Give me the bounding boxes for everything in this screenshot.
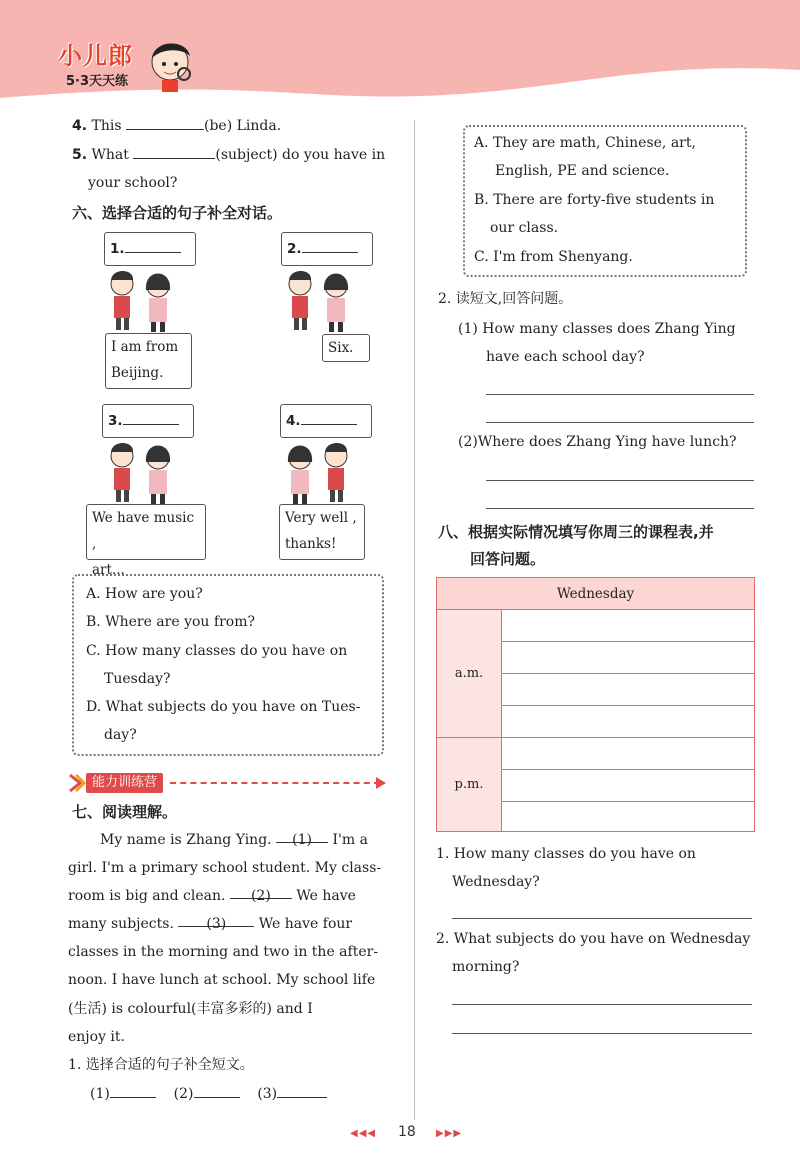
passage-blank[interactable]: (1) (276, 826, 328, 843)
passage-line: many subjects. (3) We have four (68, 910, 352, 938)
answer-line[interactable] (486, 480, 754, 481)
option-a: A. They are math, Chinese, art, (474, 135, 696, 151)
series-name: 5·3天天练 (66, 74, 129, 89)
kids-icon (289, 271, 348, 332)
passage-line: (生活) is colourful(丰富多彩的) and I (68, 1001, 313, 1017)
table-cell[interactable] (502, 610, 755, 642)
passage-line: noon. I have lunch at school. My school life (68, 972, 376, 988)
option-b: B. Where are you from? (86, 614, 255, 630)
answer-blank[interactable] (110, 1081, 156, 1098)
answer-blank[interactable] (123, 412, 179, 425)
section-8-title-cont: 回答问题。 (470, 550, 546, 568)
answer-line[interactable] (452, 1004, 752, 1005)
panel-2-question-bubble: 2. (281, 232, 373, 266)
section-7-title: 七、阅读理解。 (72, 803, 178, 821)
fill-row: (1) (2) (3) (90, 1080, 327, 1108)
question-4: 4. This (be) Linda. (72, 112, 281, 140)
passage-blank[interactable]: (3) (178, 910, 254, 927)
passage-line: girl. I'm a primary school student. My class- (68, 860, 382, 876)
option-d: D. What subjects do you have on Tues- (86, 699, 361, 715)
answer-line[interactable] (486, 508, 754, 509)
mascot-icon (146, 34, 196, 94)
option-c: C. How many classes do you have on (86, 643, 348, 659)
next-arrows-icon: ▶▶▶ (436, 1128, 463, 1139)
answer-blank[interactable] (302, 240, 358, 253)
banner-label: 能力训练营 (86, 773, 163, 793)
section-8-title: 八、根据实际情况填写你周三的课程表,并 (438, 523, 714, 541)
table-cell[interactable] (502, 642, 755, 674)
prev-arrows-icon: ◀◀◀ (350, 1128, 377, 1139)
right-question-1: 1. How many classes do you have on (436, 846, 696, 862)
table-header: Wednesday (437, 578, 755, 610)
answer-line[interactable] (452, 918, 752, 919)
panel-2-reply: Six. (322, 334, 370, 362)
table-cell[interactable] (502, 738, 755, 770)
answer-blank[interactable] (125, 240, 181, 253)
right-question-2-cont: morning? (452, 959, 520, 975)
pm-label: p.m. (437, 738, 502, 832)
table-cell[interactable] (502, 674, 755, 706)
answer-blank[interactable] (301, 412, 357, 425)
option-b: B. There are forty-five students in (474, 192, 715, 208)
kids-icon (111, 271, 170, 332)
passage-line: My name is Zhang Ying. (1) I'm a (100, 826, 368, 854)
question-5: 5. What (subject) do you have in (72, 141, 385, 169)
panel-1-question-bubble: 1. (104, 232, 196, 266)
question-5-cont: your school? (88, 175, 178, 191)
panel-3-reply: We have music , art... (86, 504, 206, 560)
arrow-icon (68, 773, 86, 793)
table-cell[interactable] (502, 706, 755, 738)
answer-blank[interactable] (126, 113, 204, 130)
option-a: A. How are you? (86, 586, 203, 602)
column-divider (414, 120, 415, 1120)
panel-1-reply: I am from Beijing. (105, 333, 192, 389)
answer-line[interactable] (486, 422, 754, 423)
logo: 小儿郎 (58, 42, 133, 70)
sub-question-2: 2. 读短文,回答问题。 (438, 291, 573, 307)
option-d-cont: day? (104, 727, 137, 743)
panel-4-reply: Very well , thanks! (279, 504, 365, 560)
question-1-cont: have each school day? (486, 349, 645, 365)
answer-line[interactable] (486, 394, 754, 395)
banner-dashes (170, 782, 380, 784)
right-question-1-cont: Wednesday? (452, 874, 540, 890)
schedule-table (436, 577, 755, 832)
passage-line: room is big and clean. (2) We have (68, 882, 356, 910)
answer-blank[interactable] (277, 1081, 327, 1098)
kids-icon (111, 443, 170, 504)
option-c-cont: Tuesday? (104, 671, 171, 687)
section-banner (68, 773, 388, 793)
kids-icon (288, 443, 347, 504)
passage-blank[interactable]: (2) (230, 882, 292, 899)
table-cell[interactable] (502, 802, 755, 832)
option-c: C. I'm from Shenyang. (474, 249, 633, 265)
question-2: (2)Where does Zhang Ying have lunch? (458, 434, 737, 450)
answer-blank[interactable] (133, 142, 215, 159)
banner-arrow-icon (376, 777, 386, 789)
am-label: a.m. (437, 610, 502, 738)
question-1: (1) How many classes does Zhang Ying (458, 321, 736, 337)
panel-3-question-bubble: 3. (102, 404, 194, 438)
answer-line[interactable] (452, 1033, 752, 1034)
option-a-cont: English, PE and science. (495, 163, 670, 179)
passage-line: enjoy it. (68, 1029, 125, 1045)
right-question-2: 2. What subjects do you have on Wednesday (436, 931, 751, 947)
panel-4-question-bubble: 4. (280, 404, 372, 438)
option-b-cont: our class. (490, 220, 559, 236)
passage-line: classes in the morning and two in the after- (68, 944, 379, 960)
sub-question-1: 1. 选择合适的句子补全短文。 (68, 1057, 254, 1073)
page-number: 18 (398, 1124, 416, 1140)
table-cell[interactable] (502, 770, 755, 802)
section-6-title: 六、选择合适的句子补全对话。 (72, 204, 283, 222)
answer-blank[interactable] (194, 1081, 240, 1098)
